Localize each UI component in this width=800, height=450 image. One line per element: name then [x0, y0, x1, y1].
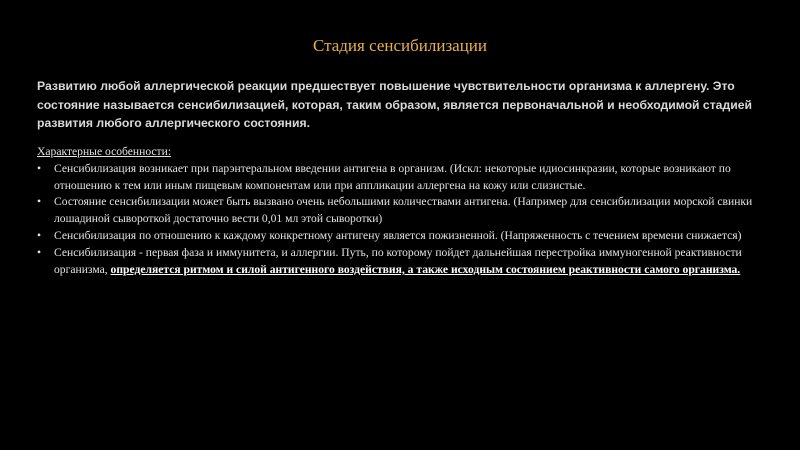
emphasized-text: определяется ритмом и силой антигенного воздействия, а также исходным состоянием реактивности самого организма.: [110, 262, 741, 276]
slide-title: Стадия сенсибилизации: [312, 36, 488, 55]
intro-paragraph: Развитию любой аллергической реакции предшествует повышение чувствительности организма к аллергену. Это состояние называется сенсибилизацией, которая, таким образом, является первоначальной и необходимой стадией развития любого аллергического состояния.: [37, 79, 752, 130]
list-item-text: Состояние сенсибилизации может быть вызвано очень небольшими количествами антигена. (Например для сенсибилизации морской свинки лошадиной сывороткой достаточно вести 0,01 мл этой сыворотки): [54, 195, 753, 226]
features-heading: Характерные особенности:: [37, 145, 172, 158]
bullet-icon: •: [37, 161, 42, 175]
bullet-icon: •: [37, 195, 42, 209]
features-section: [37, 144, 777, 278]
list-item-text: Сенсибилизация - первая фаза и иммунитета, и аллергии. Путь, по которому пойдет дальнейшая перестройка иммуногенной реактивности организма,: [54, 245, 742, 276]
list-item-text: Сенсибилизация возникает при парэнтеральном введении антигена в организм. (Искл: некоторые идиосинкразии, которые возникают по отношению к тем или иным пищевым компонентам или при аппликации аллергена на кожу или слизистые.: [54, 161, 731, 192]
bullet-icon: •: [37, 228, 42, 242]
list-item: [37, 194, 777, 228]
bullet-icon: •: [37, 245, 42, 259]
list-item-text: Сенсибилизация по отношению к каждому конкретному антигену является пожизненной. (Напряженность с течением времени снижается): [54, 228, 742, 242]
feature-list: [37, 161, 777, 279]
list-item: [37, 161, 777, 195]
list-item: [37, 228, 777, 245]
list-item: [37, 245, 777, 279]
